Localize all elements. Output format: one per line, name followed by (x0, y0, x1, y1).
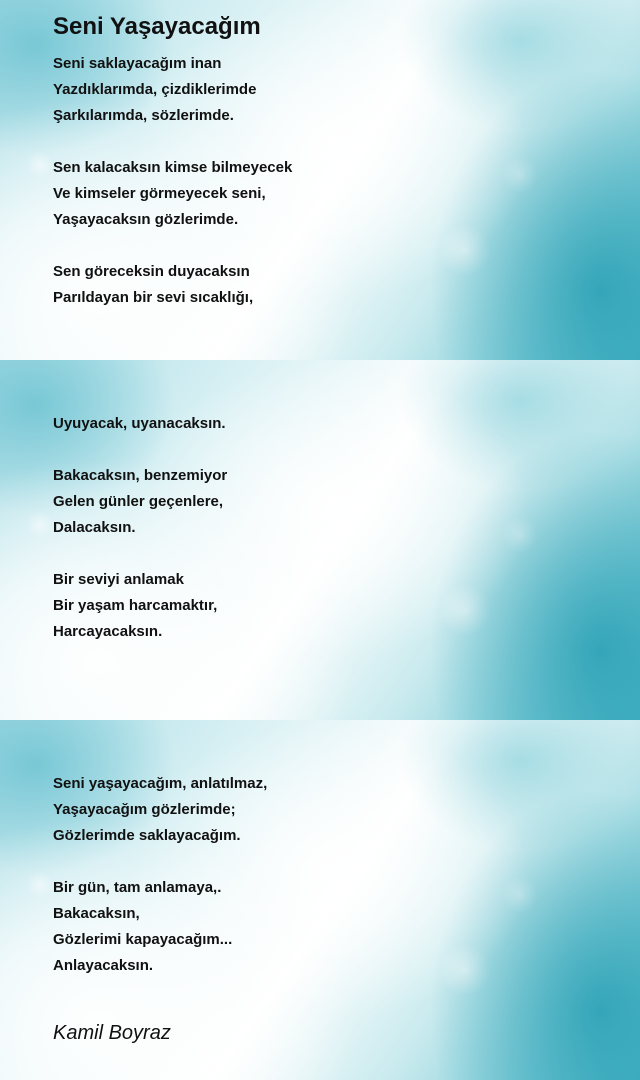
stanza (53, 567, 217, 645)
poem-line: Bakacaksın, benzemiyor (53, 467, 228, 484)
poem-line: Seni saklayacağım inan (53, 55, 222, 72)
poem-panel-3 (0, 720, 640, 1080)
poem-line: Anlayacaksın. (53, 957, 154, 974)
poem-line: Parıldayan bir sevi sıcaklığı, (53, 289, 254, 306)
poem-title: Seni Yaşayacağım (53, 13, 261, 40)
poem-line: Ve kimseler görmeyecek seni, (53, 185, 266, 202)
stanza (53, 259, 253, 311)
stanza (53, 51, 256, 129)
poem-line: Bir seviyi anlamak (53, 571, 184, 588)
stanza (53, 411, 226, 437)
poem-line: Bir gün, tam anlamaya,. (53, 879, 222, 896)
stanza (53, 463, 227, 541)
stanza (53, 771, 267, 849)
poem-line: Yaşayacaksın gözlerimde. (53, 211, 239, 228)
poem-panel-1 (0, 0, 640, 360)
poem-line: Gözlerimde saklayacağım. (53, 827, 241, 844)
poem-line: Seni yaşayacağım, anlatılmaz, (53, 775, 268, 792)
poem-line: Uyuyacak, uyanacaksın. (53, 415, 226, 432)
poem-author: Kamil Boyraz (53, 1022, 171, 1044)
poem-line: Dalacaksın. (53, 519, 136, 536)
poem-line: Sen kalacaksın kimse bilmeyecek (53, 159, 293, 176)
poem-line: Gözlerimi kapayacağım... (53, 931, 233, 948)
poem-line: Harcayacaksın. (53, 623, 163, 640)
poem-panel-2 (0, 360, 640, 720)
poem-line: Bir yaşam harcamaktır, (53, 597, 218, 614)
poem-line: Gelen günler geçenlere, (53, 493, 224, 510)
poem-line: Sen göreceksin duyacaksın (53, 263, 250, 280)
poem-line: Yazdıklarımda, çizdiklerimde (53, 81, 257, 98)
stanza (53, 875, 232, 979)
poem-line: Bakacaksın, (53, 905, 140, 922)
stanza (53, 155, 292, 233)
poem-line: Şarkılarımda, sözlerimde. (53, 107, 234, 124)
poem-line: Yaşayacağım gözlerimde; (53, 801, 236, 818)
